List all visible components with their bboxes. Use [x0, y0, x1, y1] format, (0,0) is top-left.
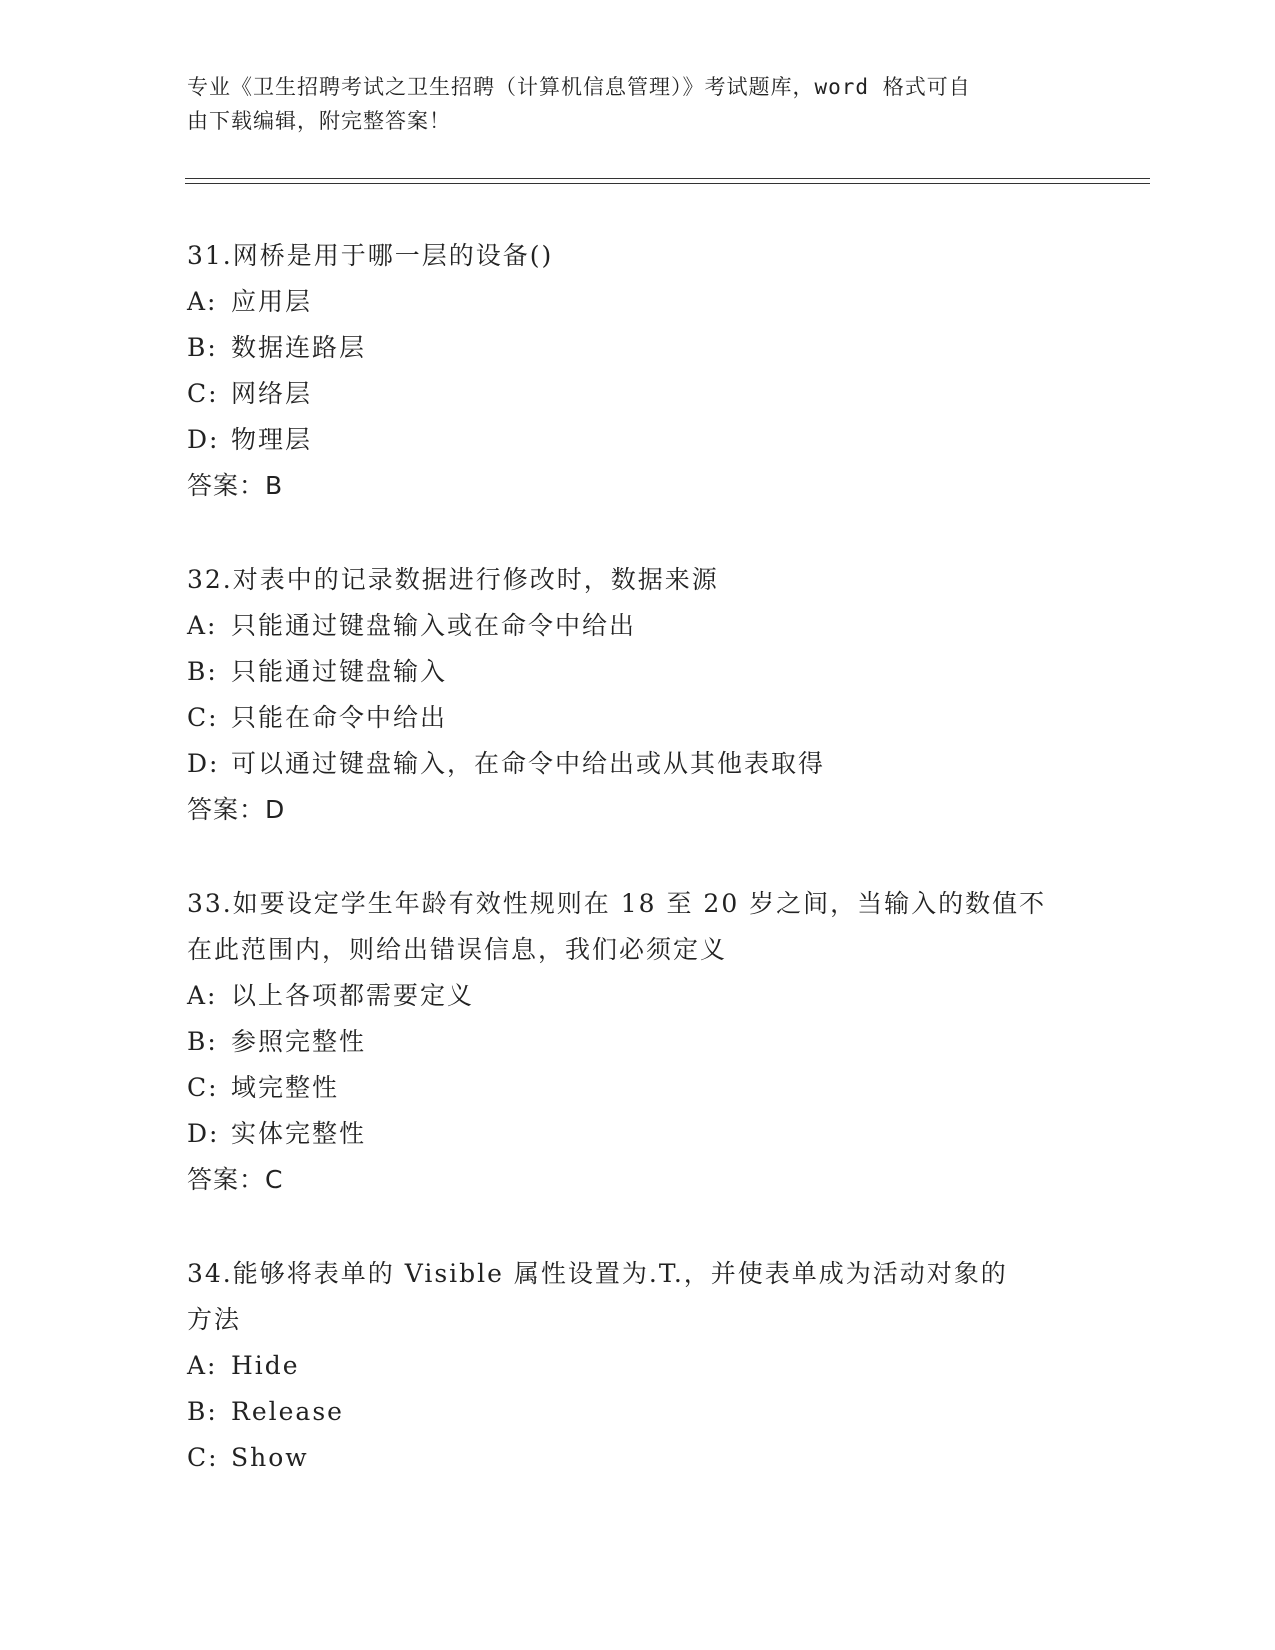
question-stem: 34.能够将表单的 Visible 属性设置为.T.，并使表单成为活动对象的	[187, 1259, 1008, 1288]
question-stem-continued: 方法	[187, 1305, 242, 1334]
option-text: 物理层	[231, 425, 313, 454]
option-d	[187, 1111, 1087, 1157]
option-c	[187, 695, 1087, 741]
option-d	[187, 741, 1087, 787]
option-text: Release	[231, 1397, 344, 1426]
option-letter: B:	[187, 1397, 218, 1426]
option-text: 网络层	[231, 379, 313, 408]
option-b	[187, 649, 1087, 695]
header-title-line-1: 专业《卫生招聘考试之卫生招聘（计算机信息管理）》考试题库，word 格式可自	[187, 75, 971, 99]
option-letter: C:	[187, 703, 219, 732]
header-divider-bottom	[185, 183, 1150, 184]
question-33	[187, 881, 1087, 1203]
question-34	[187, 1251, 1087, 1481]
option-text: 数据连路层	[231, 333, 367, 362]
option-letter: B:	[187, 657, 218, 686]
option-text: 实体完整性	[231, 1119, 367, 1148]
option-a	[187, 973, 1087, 1019]
option-b	[187, 325, 1087, 371]
option-text: 应用层	[231, 287, 313, 316]
answer-line: 答案：B	[187, 471, 284, 500]
option-text: 域完整性	[231, 1073, 340, 1102]
option-c	[187, 371, 1087, 417]
option-letter: A:	[187, 611, 218, 640]
answer-line: 答案：D	[187, 795, 286, 824]
question-stem: 33.如要设定学生年龄有效性规则在 18 至 20 岁之间，当输入的数值不	[187, 889, 1047, 918]
option-letter: D:	[187, 425, 220, 454]
option-b	[187, 1019, 1087, 1065]
option-letter: C:	[187, 1073, 219, 1102]
document-header	[187, 70, 1067, 138]
option-text: 只能通过键盘输入	[231, 657, 448, 686]
question-list	[187, 233, 1087, 1529]
option-a	[187, 603, 1087, 649]
header-divider-top	[185, 178, 1150, 179]
option-letter: A:	[187, 981, 218, 1010]
option-letter: B:	[187, 1027, 218, 1056]
header-title-line-2: 由下载编辑，附完整答案！	[187, 109, 451, 133]
question-31	[187, 233, 1087, 509]
option-text: Hide	[231, 1351, 300, 1380]
option-c	[187, 1065, 1087, 1111]
option-a	[187, 279, 1087, 325]
option-text: 参照完整性	[231, 1027, 367, 1056]
question-stem: 32.对表中的记录数据进行修改时，数据来源	[187, 565, 719, 594]
option-text: 可以通过键盘输入，在命令中给出或从其他表取得	[231, 749, 826, 778]
question-stem: 31.网桥是用于哪一层的设备()	[187, 241, 554, 270]
answer-line: 答案：C	[187, 1165, 284, 1194]
option-letter: C:	[187, 1443, 219, 1472]
option-letter: A:	[187, 287, 218, 316]
option-letter: B:	[187, 333, 218, 362]
option-letter: A:	[187, 1351, 218, 1380]
option-d	[187, 417, 1087, 463]
option-letter: D:	[187, 1119, 220, 1148]
option-letter: D:	[187, 749, 220, 778]
option-a	[187, 1343, 1087, 1389]
question-stem-continued: 在此范围内，则给出错误信息，我们必须定义	[187, 935, 728, 964]
option-text: 只能在命令中给出	[231, 703, 448, 732]
option-letter: C:	[187, 379, 219, 408]
option-text: Show	[231, 1443, 309, 1472]
option-text: 以上各项都需要定义	[231, 981, 475, 1010]
option-text: 只能通过键盘输入或在命令中给出	[231, 611, 637, 640]
option-b	[187, 1389, 1087, 1435]
option-c	[187, 1435, 1087, 1481]
question-32	[187, 557, 1087, 833]
